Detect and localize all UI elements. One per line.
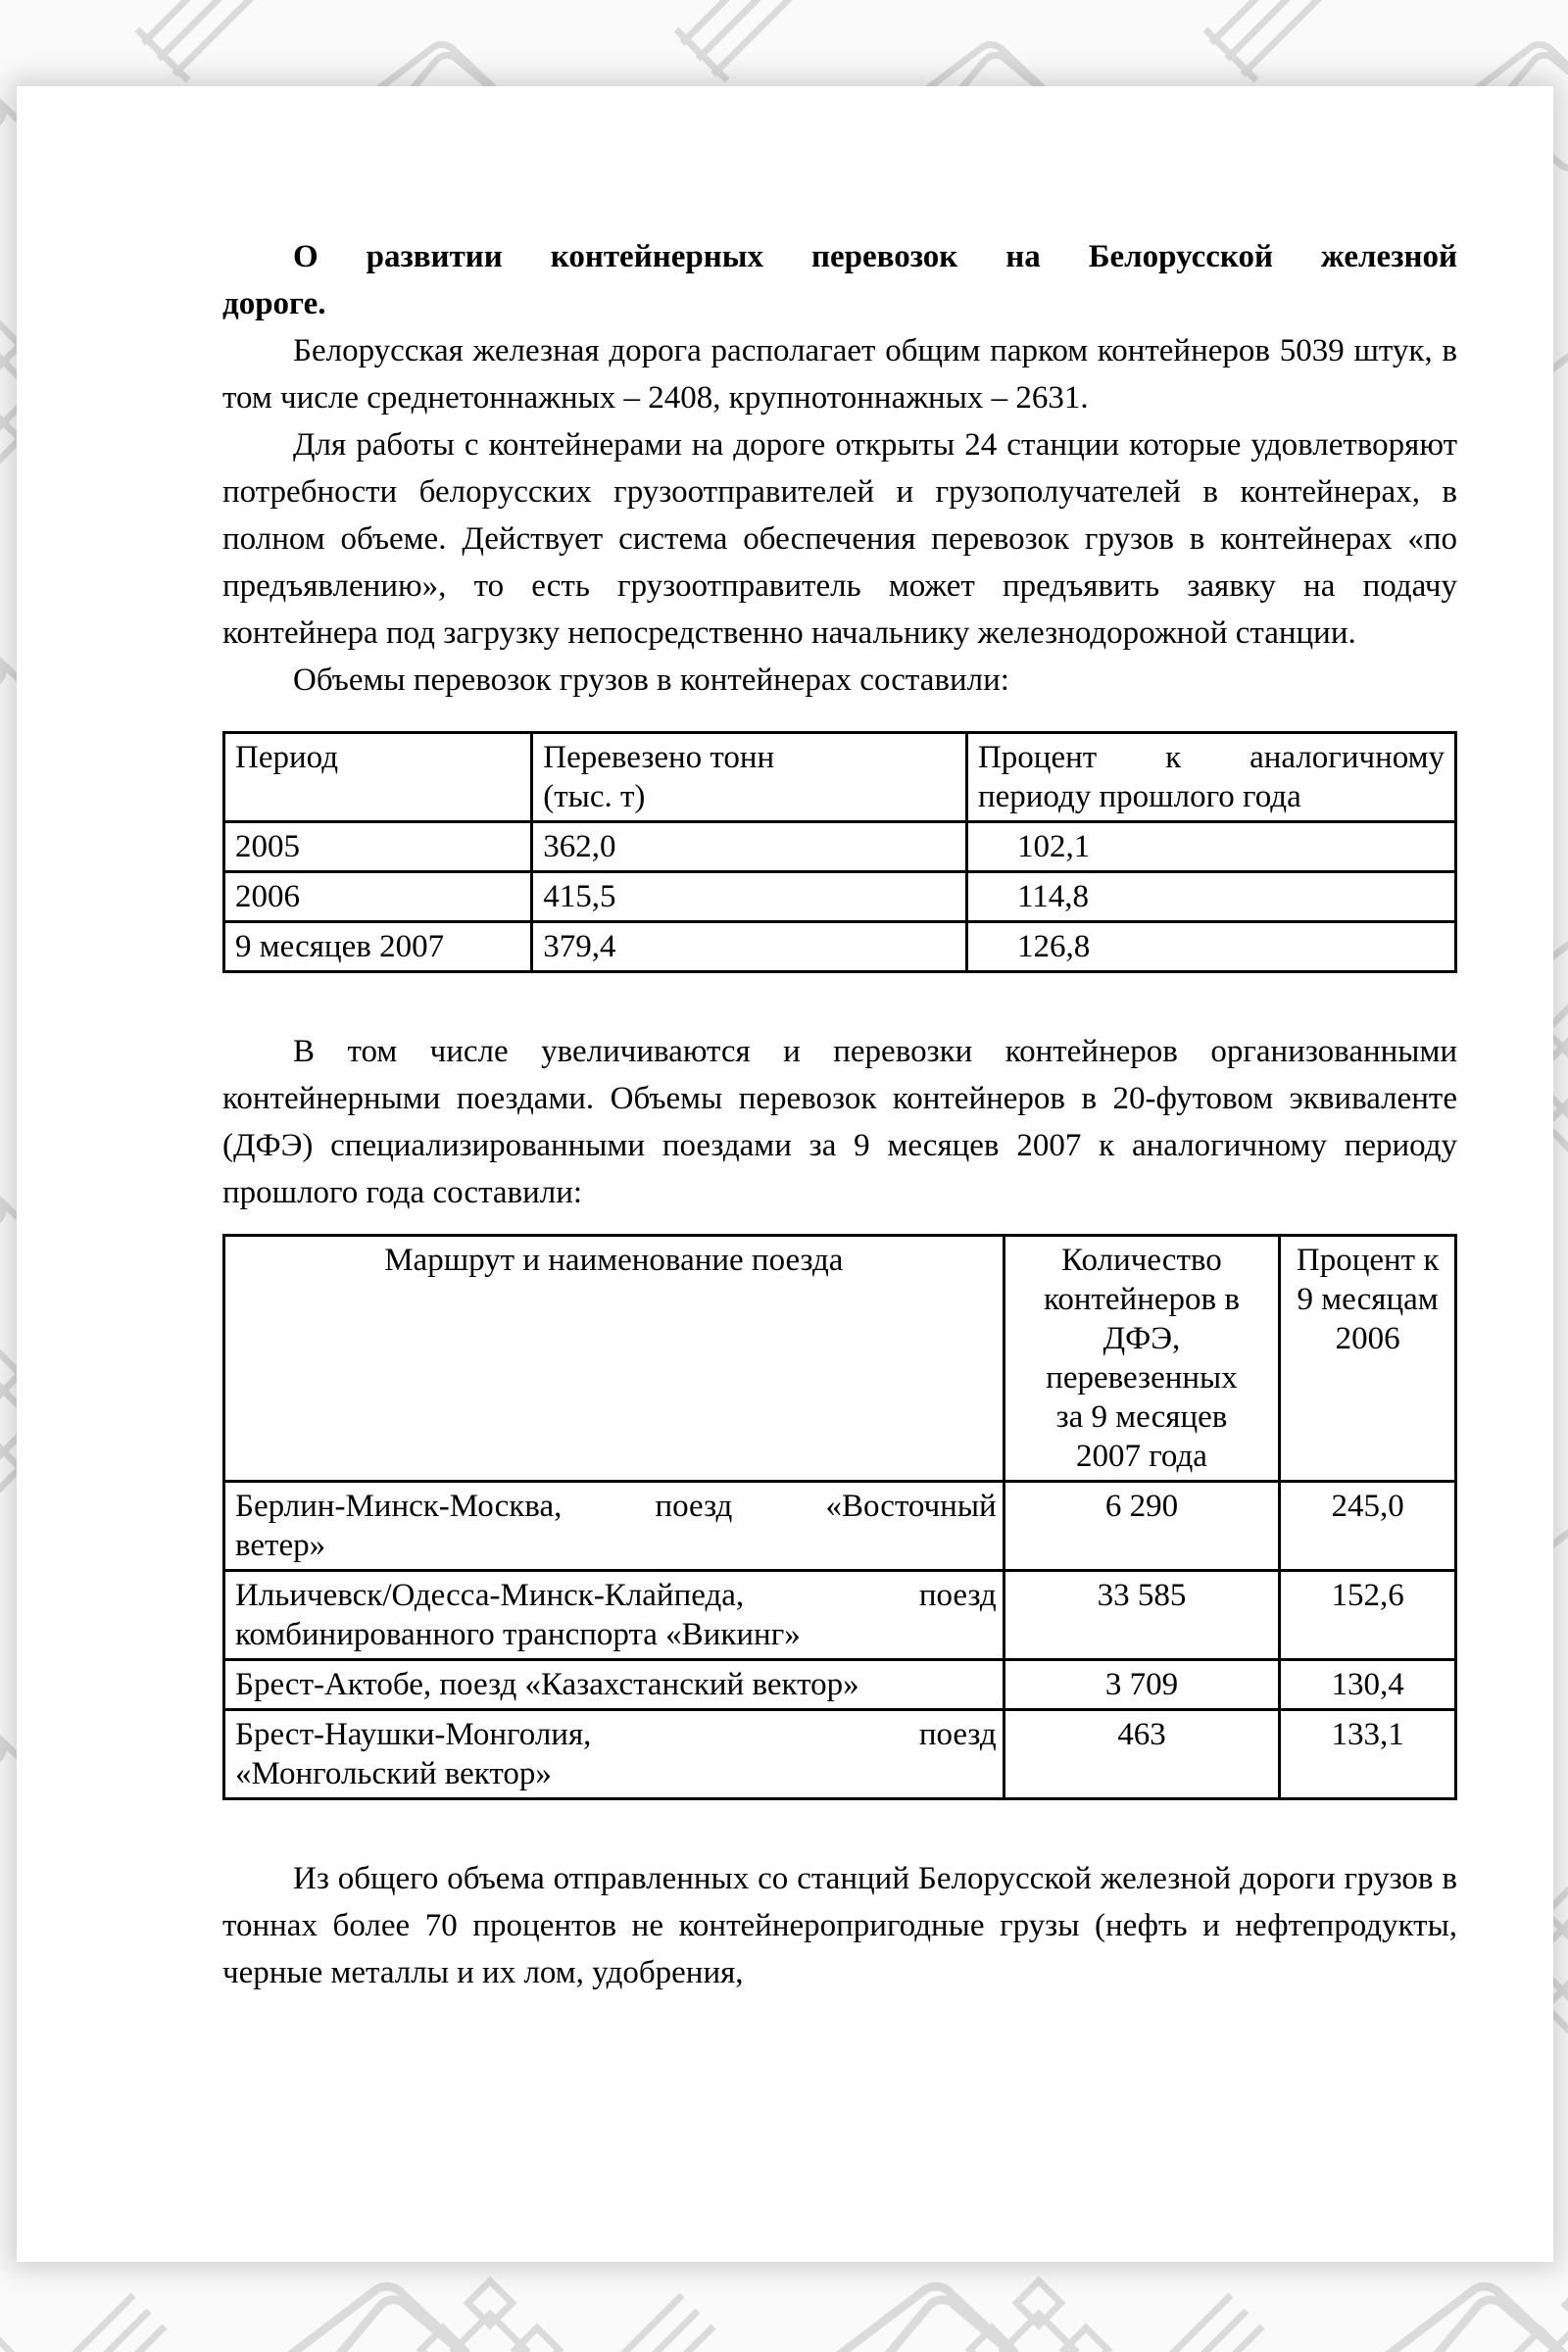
table-header-row — [224, 1236, 1456, 1482]
trains-table — [222, 1234, 1457, 1800]
header-cell-period: Период — [224, 733, 532, 822]
header-line: периоду прошлого года — [977, 779, 1301, 814]
cell-tons: 362,0 — [532, 822, 967, 872]
table-row — [224, 922, 1456, 972]
paragraph-trains-intro: В том числе увеличиваются и перевозки контейнеров организованными контейнерными поездами. Объемы перевозок контейнеров в 20-футовом эквиваленте (ДФЭ) специализированными поездами за 9 месяцев 2007 к аналогичному периоду прошлого года составили: — [222, 1034, 1457, 1210]
header-line: 9 месяцам — [1297, 1282, 1439, 1317]
cell-percent: 114,8 — [966, 872, 1455, 922]
cell-tons: 415,5 — [532, 872, 967, 922]
table-row — [224, 1482, 1456, 1571]
cell-count: 3 709 — [1004, 1660, 1280, 1710]
header-line: за 9 месяцев — [1055, 1399, 1228, 1435]
header-line: Процент к — [1296, 1243, 1440, 1278]
document-title-line-1: О развитии контейнерных перевозок на Белорусской железной — [293, 239, 1457, 274]
header-cell-percent — [966, 733, 1455, 822]
header-line: ДФЭ, — [1102, 1321, 1181, 1356]
header-line: 2007 года — [1075, 1439, 1207, 1474]
header-line: 2006 — [1335, 1321, 1400, 1356]
table-header-row — [224, 733, 1456, 822]
header-line: (тыс. т) — [543, 779, 646, 814]
cell-count: 33 585 — [1004, 1571, 1280, 1660]
cell-route — [224, 1710, 1004, 1799]
cell-tons: 379,4 — [532, 922, 967, 972]
paragraph-fleet: Белорусская железная дорога располагает общим парком контейнеров 5039 штук, в том числе среднетоннажных – 2408, крупнотоннажных – 2631. — [222, 333, 1457, 416]
cell-percent: 126,8 — [966, 922, 1455, 972]
cell-percent: 133,1 — [1280, 1710, 1456, 1799]
header-line: Перевезено тонн — [543, 740, 775, 775]
table-row — [224, 822, 1456, 872]
document-title-line-2: дороге. — [222, 286, 326, 321]
cell-period: 2006 — [224, 872, 532, 922]
route-line: Берлин-Минск-Москва, поезд «Восточный — [235, 1489, 997, 1524]
header-cell-tons — [532, 733, 967, 822]
route-line: «Монгольский вектор» — [235, 1756, 552, 1791]
header-cell-train-percent — [1280, 1236, 1456, 1482]
header-line: контейнеров в — [1043, 1282, 1240, 1317]
cell-route — [224, 1660, 1004, 1710]
cell-percent: 102,1 — [966, 822, 1455, 872]
document-page — [17, 86, 1553, 2262]
header-line: перевезенных — [1046, 1360, 1238, 1396]
cell-period: 2005 — [224, 822, 532, 872]
paragraph-stations: Для работы с контейнерами на дороге открыты 24 станции которые удовлетворяют потребности белорусских грузоотправителей и грузополучателей в контейнерах, в полном объеме. Действует система обеспечения перевозок грузов в контейнерах «по предъявлению», то есть грузоотправитель может предъявить заявку на подачу контейнера под загрузку непосредственно начальнику железнодорожной станции. — [222, 427, 1457, 651]
route-line: комбинированного транспорта «Викинг» — [235, 1617, 801, 1652]
cell-percent: 130,4 — [1280, 1660, 1456, 1710]
header-line: Количество — [1061, 1243, 1222, 1278]
route-line: ветер» — [235, 1528, 326, 1563]
cell-route — [224, 1571, 1004, 1660]
header-cell-route: Маршрут и наименование поезда — [224, 1236, 1004, 1482]
paragraph-volumes-intro: Объемы перевозок грузов в контейнерах составили: — [293, 662, 1009, 698]
cell-count: 463 — [1004, 1710, 1280, 1799]
header-line: Процент к аналогичному — [977, 740, 1445, 775]
route-line: Брест-Актобе, поезд «Казахстанский вектор» — [235, 1667, 859, 1702]
volumes-table — [222, 731, 1457, 973]
route-line: Ильичевск/Одесса-Минск-Клайпеда, поезд — [235, 1578, 997, 1613]
table-row — [224, 1571, 1456, 1660]
paragraph-outro: Из общего объема отправленных со станций Белорусской железной дороги грузов в тоннах более 70 процентов не контейнеропригодные грузы (нефть и нефтепродукты, черные металлы и их лом, удобрения, — [222, 1861, 1457, 1990]
cell-percent: 152,6 — [1280, 1571, 1456, 1660]
route-line: Брест-Наушки-Монголия, поезд — [235, 1717, 997, 1752]
cell-period: 9 месяцев 2007 — [224, 922, 532, 972]
table-row — [224, 1660, 1456, 1710]
header-cell-count — [1004, 1236, 1280, 1482]
cell-count: 6 290 — [1004, 1482, 1280, 1571]
cell-route — [224, 1482, 1004, 1571]
table-row — [224, 1710, 1456, 1799]
table-row — [224, 872, 1456, 922]
cell-percent: 245,0 — [1280, 1482, 1456, 1571]
